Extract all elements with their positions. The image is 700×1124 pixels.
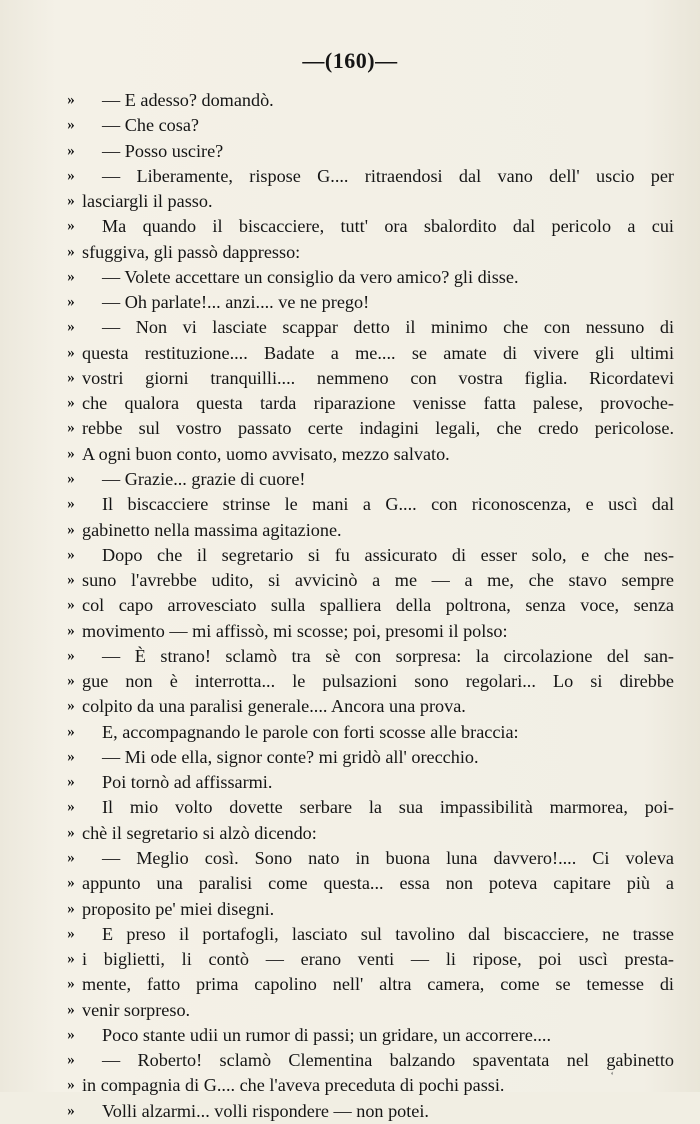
text-line (67, 1023, 674, 1048)
text-line (67, 391, 674, 416)
line-text: Poi tornò ad affissarmi. (102, 772, 273, 793)
quote-mark: » (67, 673, 75, 690)
text-line (67, 214, 674, 239)
text-line (67, 240, 674, 265)
quote-mark: » (67, 470, 75, 487)
text-line (67, 113, 674, 138)
line-text: — Volete accettare un consiglio da vero amico? gli disse. (102, 266, 519, 287)
quote-mark: » (67, 647, 75, 664)
line-text: gue non è interrotta... le pulsazioni sono regolari... Lo si direbbe (82, 671, 674, 692)
quote-mark: » (67, 748, 75, 765)
line-text: Il mio volto dovette serbare la sua impassibilità marmorea, poi- (102, 797, 674, 818)
quote-mark: » (67, 496, 75, 513)
quote-mark: » (67, 976, 75, 993)
text-line (67, 467, 674, 492)
quote-mark: » (67, 92, 75, 108)
line-text: — È strano! sclamò tra sè con sorpresa: la circolazione del san- (102, 645, 674, 666)
line-text: Dopo che il segretario si fu assicurato di esser solo, e che nes- (102, 544, 674, 565)
line-text: chè il segretario si alzò dicendo: (82, 822, 317, 843)
quote-mark: » (67, 925, 75, 942)
text-line (67, 164, 674, 189)
page-number-header: —(160)— (302, 48, 398, 73)
text-body (67, 88, 674, 1124)
text-line (67, 669, 674, 694)
quote-mark: » (67, 849, 75, 866)
text-line (67, 341, 674, 366)
text-line (67, 821, 674, 846)
line-text: in compagnia di G.... che l'aveva preceduta di pochi passi. (82, 1075, 505, 1096)
quote-mark: » (67, 799, 75, 816)
quote-mark: » (67, 243, 75, 260)
line-text: — Mi ode ella, signor conte? mi gridò all' orecchio. (102, 746, 479, 767)
text-line (67, 720, 674, 745)
quote-mark: » (67, 597, 75, 614)
text-line (67, 139, 674, 164)
quote-mark: » (67, 723, 75, 740)
text-line (67, 416, 674, 441)
decorative-mark: ‘ (610, 1070, 614, 1082)
text-line (67, 871, 674, 896)
quote-mark: » (67, 117, 75, 134)
text-line (67, 1099, 674, 1124)
line-text: appunto una paralisi come questa... essa non poteva capitare più a (82, 873, 674, 894)
quote-mark: » (67, 319, 75, 336)
line-text: Il biscacciere strinse le mani a G.... con riconoscenza, e uscì dal (102, 494, 674, 515)
quote-mark: » (67, 1077, 75, 1094)
line-text: sfuggiva, gli passò dappresso: (82, 241, 301, 262)
line-text: colpito da una paralisi generale.... Ancora una prova. (82, 696, 466, 717)
quote-mark: » (67, 218, 75, 235)
quote-mark: » (67, 344, 75, 361)
quote-mark: » (67, 1102, 75, 1119)
quote-mark: » (67, 167, 75, 184)
line-text: E, accompagnando le parole con forti scosse alle braccia: (102, 721, 519, 742)
line-text: — Meglio così. Sono nato in buona luna davvero!.... Ci voleva (102, 847, 674, 868)
quote-mark: » (67, 420, 75, 437)
text-line (67, 795, 674, 820)
line-text: venir sorpreso. (82, 999, 191, 1020)
text-line (67, 745, 674, 770)
quote-mark: » (67, 521, 75, 538)
quote-mark: » (67, 774, 75, 791)
line-text: proposito pe' miei disegni. (82, 898, 275, 919)
line-text: — Grazie... grazie di cuore! (102, 468, 306, 489)
line-text: — Oh parlate!... anzi.... ve ne prego! (102, 292, 370, 313)
text-line (67, 846, 674, 871)
text-line (67, 88, 674, 113)
line-text: Poco stante udii un rumor di passi; un gridare, un accorrere.... (102, 1024, 552, 1045)
line-text: suno l'avrebbe udito, si avvicinò a me — a me, che stavo sempre (82, 570, 674, 591)
text-line (67, 947, 674, 972)
line-text: — Liberamente, rispose G.... ritraendosi dal vano dell' uscio per (102, 165, 674, 186)
text-line (67, 543, 674, 568)
text-line (67, 492, 674, 517)
quote-mark: » (67, 572, 75, 589)
text-line (67, 644, 674, 669)
quote-mark: » (67, 193, 75, 210)
text-line (67, 366, 674, 391)
line-text: rebbe sul vostro passato certe indagini legali, che credo pericolose. (82, 418, 674, 439)
quote-mark: » (67, 142, 75, 159)
quote-mark: » (67, 824, 75, 841)
line-text: E preso il portafogli, lasciato sul tavolino dal biscacciere, ne trasse (102, 923, 674, 944)
quote-mark: » (67, 369, 75, 386)
quote-mark: » (67, 445, 75, 462)
text-line (67, 998, 674, 1023)
line-text: Ma quando il biscacciere, tutt' ora sbalordito dal pericolo a cui (102, 216, 674, 237)
line-text: A ogni buon conto, uomo avvisato, mezzo salvato. (82, 443, 450, 464)
text-line (67, 694, 674, 719)
line-text: Volli alzarmi... volli rispondere — non potei. (102, 1100, 429, 1121)
text-line (67, 897, 674, 922)
quote-mark: » (67, 546, 75, 563)
quote-mark: » (67, 294, 75, 311)
quote-mark: » (67, 1026, 75, 1043)
line-text: gabinetto nella massima agitazione. (82, 519, 342, 540)
line-text: — Posso uscire? (102, 140, 224, 161)
text-line (67, 442, 674, 467)
text-line (67, 568, 674, 593)
line-text: questa restituzione.... Badate a me.... se amate di vivere gli ultimi (82, 342, 674, 363)
quote-mark: » (67, 1001, 75, 1018)
text-line (67, 189, 674, 214)
text-line (67, 1048, 674, 1073)
line-text: lasciargli il passo. (82, 191, 213, 212)
line-text: vostri giorni tranquilli.... nemmeno con vostra figlia. Ricordatevi (82, 367, 674, 388)
text-line (67, 770, 674, 795)
quote-mark: » (67, 698, 75, 715)
text-line (67, 593, 674, 618)
line-text: i biglietti, li contò — erano venti — li ripose, poi uscì presta- (82, 949, 674, 970)
quote-mark: » (67, 900, 75, 917)
line-text: — Non vi lasciate scappar detto il minimo che con nessuno di (102, 317, 674, 338)
line-text: mente, fatto prima capolino nell' altra camera, come se temesse di (82, 974, 674, 995)
quote-mark: » (67, 395, 75, 412)
text-line (67, 972, 674, 997)
text-line (67, 619, 674, 644)
text-line (67, 922, 674, 947)
quote-mark: » (67, 268, 75, 285)
quote-mark: » (67, 875, 75, 892)
line-text: col capo arrovesciato sulla spalliera della poltrona, senza voce, senza (82, 595, 674, 616)
text-line (67, 290, 674, 315)
quote-mark: » (67, 951, 75, 968)
line-text: — Roberto! sclamò Clementina balzando spaventata nel gabinetto (102, 1050, 674, 1071)
text-line (67, 315, 674, 340)
quote-mark: » (67, 622, 75, 639)
line-text: — Che cosa? (102, 115, 199, 136)
text-line (67, 1073, 674, 1098)
text-line (67, 518, 674, 543)
line-text: — E adesso? domandò. (102, 90, 274, 110)
line-text: che qualora questa tarda riparazione venisse fatta palese, provoche- (82, 393, 674, 414)
text-line (67, 265, 674, 290)
quote-mark: » (67, 1052, 75, 1069)
line-text: movimento — mi affissò, mi scosse; poi, presomi il polso: (82, 620, 508, 641)
